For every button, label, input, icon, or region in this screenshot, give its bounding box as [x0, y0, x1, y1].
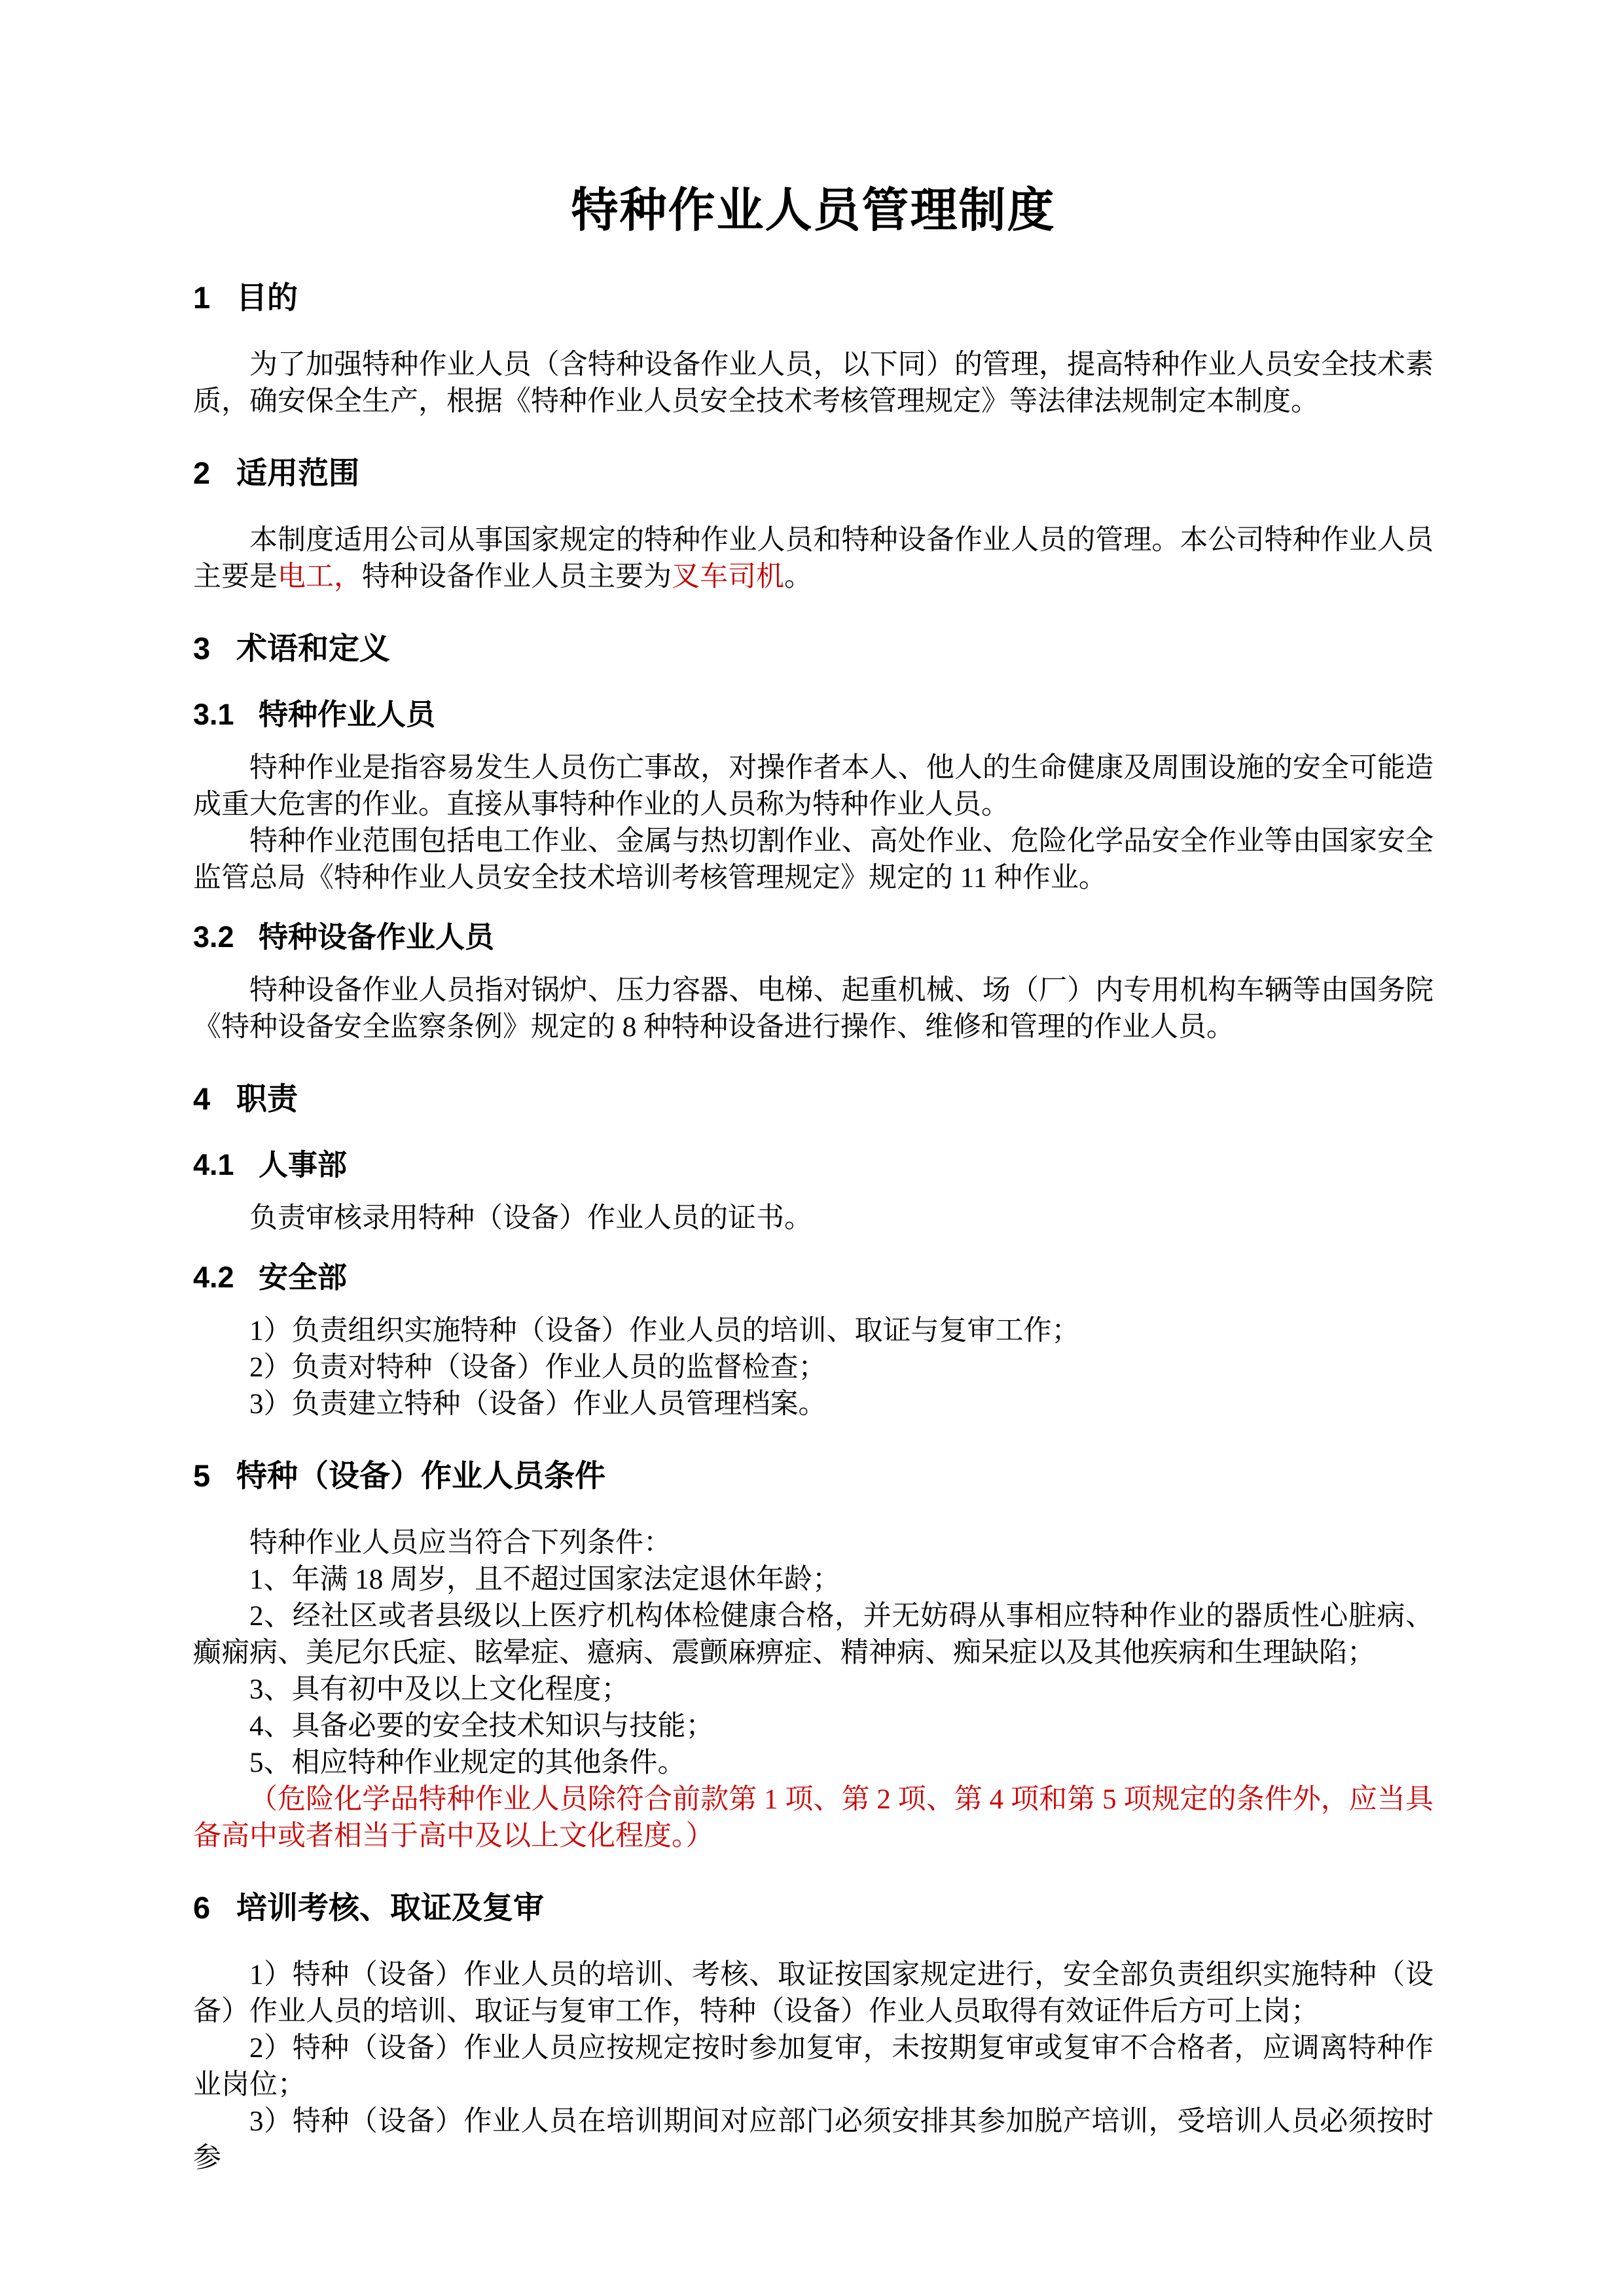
section-4-number: 4 — [193, 1081, 211, 1116]
section-4-2-list-item: 1）负责组织实施特种（设备）作业人员的培训、取证与复审工作； — [249, 1316, 1080, 1346]
document-title: 特种作业人员管理制度 — [571, 185, 1056, 237]
section-6-heading-label: 培训考核、取证及复审 — [236, 1890, 544, 1925]
section-6-list-item: 3）特种（设备）作业人员在培训期间对应部门必须安排其参加脱产培训，受培训人员必须按时参 — [193, 2106, 1434, 2174]
highlight-red-text: 电工， — [278, 562, 362, 592]
section-3-1-number: 3.1 — [193, 698, 234, 731]
section-3-number: 3 — [193, 631, 211, 666]
section-4-2-list-item: 3）负责建立特种（设备）作业人员管理档案。 — [249, 1389, 827, 1420]
text-segment: 特种设备作业人员主要为 — [362, 562, 672, 592]
section-5-heading-label: 特种（设备）作业人员条件 — [236, 1458, 605, 1493]
section-1-heading-label: 目的 — [236, 280, 298, 315]
section-3-1-paragraph: 特种作业是指容易发生人员伤亡事故，对操作者本人、他人的生命健康及周围设施的安全可能造成重大危害的作业。直接从事特种作业的人员称为特种作业人员。 — [193, 753, 1434, 820]
section-5-heading — [193, 1458, 1434, 1494]
section-2-heading-label: 适用范围 — [236, 456, 359, 490]
section-4-1-paragraph: 负责审核录用特种（设备）作业人员的证书。 — [249, 1203, 812, 1234]
section-5-list-item: 3、具有初中及以上文化程度； — [249, 1674, 630, 1705]
section-2-paragraph — [193, 522, 1434, 596]
section-4-2-heading-label: 安全部 — [259, 1261, 348, 1294]
section-4-1-heading-label: 人事部 — [259, 1148, 348, 1181]
section-1-number: 1 — [193, 280, 211, 315]
section-3-2-paragraph: 特种设备作业人员指对锅炉、压力容器、电梯、起重机械、场（厂）内专用机构车辆等由国务院《特种设备安全监察条例》规定的 8 种特种设备进行操作、维修和管理的作业人员。 — [193, 975, 1434, 1043]
section-6-list-item: 1）特种（设备）作业人员的培训、考核、取证按国家规定进行，安全部负责组织实施特种（设备）作业人员的培训、取证与复审工作，特种（设备）作业人员取得有效证件后方可上岗； — [193, 1960, 1434, 2027]
section-5-list-item: 4、具备必要的安全技术知识与技能； — [249, 1711, 714, 1742]
section-3-1-heading — [193, 698, 1434, 732]
section-5-list-item: 1、年满 18 周岁，且不超过国家法定退休年龄； — [249, 1564, 840, 1595]
section-4-1-heading — [193, 1148, 1434, 1182]
section-1-heading — [193, 280, 1434, 315]
section-6-heading — [193, 1890, 1434, 1926]
highlight-red-text: 叉车司机 — [672, 562, 784, 592]
section-4-heading — [193, 1081, 1434, 1117]
section-3-heading-label: 术语和定义 — [236, 631, 390, 666]
section-5-list-item: 5、相应特种作业规定的其他条件。 — [249, 1748, 686, 1778]
section-5-intro: 特种作业人员应当符合下列条件： — [249, 1528, 672, 1558]
section-6-number: 6 — [193, 1890, 211, 1925]
text-segment: 。 — [784, 562, 812, 592]
section-1-paragraph: 为了加强特种作业人员（含特种设备作业人员，以下同）的管理，提高特种作业人员安全技术素质，确安保全生产，根据《特种作业人员安全技术考核管理规定》等法律法规制定本制度。 — [193, 350, 1434, 417]
section-5-list-item: 2、经社区或者县级以上医疗机构体检健康合格，并无妨碍从事相应特种作业的器质性心脏病、癫痫病、美尼尔氏症、眩晕症、癔病、震颤麻痹症、精神病、痴呆症以及其他疾病和生理缺陷； — [193, 1601, 1434, 1668]
section-2-number: 2 — [193, 456, 211, 490]
section-3-heading — [193, 631, 1434, 666]
section-3-1-paragraph: 特种作业范围包括电工作业、金属与热切割作业、高处作业、危险化学品安全作业等由国家安全监管总局《特种作业人员安全技术培训考核管理规定》规定的 11 种作业。 — [193, 826, 1434, 893]
section-3-2-heading-label: 特种设备作业人员 — [259, 920, 495, 954]
section-5-red-note: （危险化学品特种作业人员除符合前款第 1 项、第 2 项、第 4 项和第 5 项规定的条件外，应当具备高中或者相当于高中及以上文化程度。） — [193, 1784, 1434, 1852]
section-3-1-heading-label: 特种作业人员 — [259, 698, 436, 731]
section-4-heading-label: 职责 — [236, 1081, 298, 1116]
text-segment: 本制度适用公司从事国家规定的特种作业人员和特种设备作业人员的管理。本公司特种作业人员主要是 — [193, 525, 1434, 592]
section-3-2-number: 3.2 — [193, 920, 234, 954]
section-3-2-heading — [193, 920, 1434, 954]
section-4-1-number: 4.1 — [193, 1148, 234, 1181]
section-2-heading — [193, 456, 1434, 491]
section-4-2-heading — [193, 1261, 1434, 1295]
section-6-list-item: 2）特种（设备）作业人员应按规定按时参加复审，未按期复审或复审不合格者，应调离特种作业岗位； — [193, 2033, 1434, 2100]
section-4-2-number: 4.2 — [193, 1261, 234, 1294]
section-5-number: 5 — [193, 1458, 211, 1493]
section-4-2-list-item: 2）负责对特种（设备）作业人员的监督检查； — [249, 1352, 827, 1383]
